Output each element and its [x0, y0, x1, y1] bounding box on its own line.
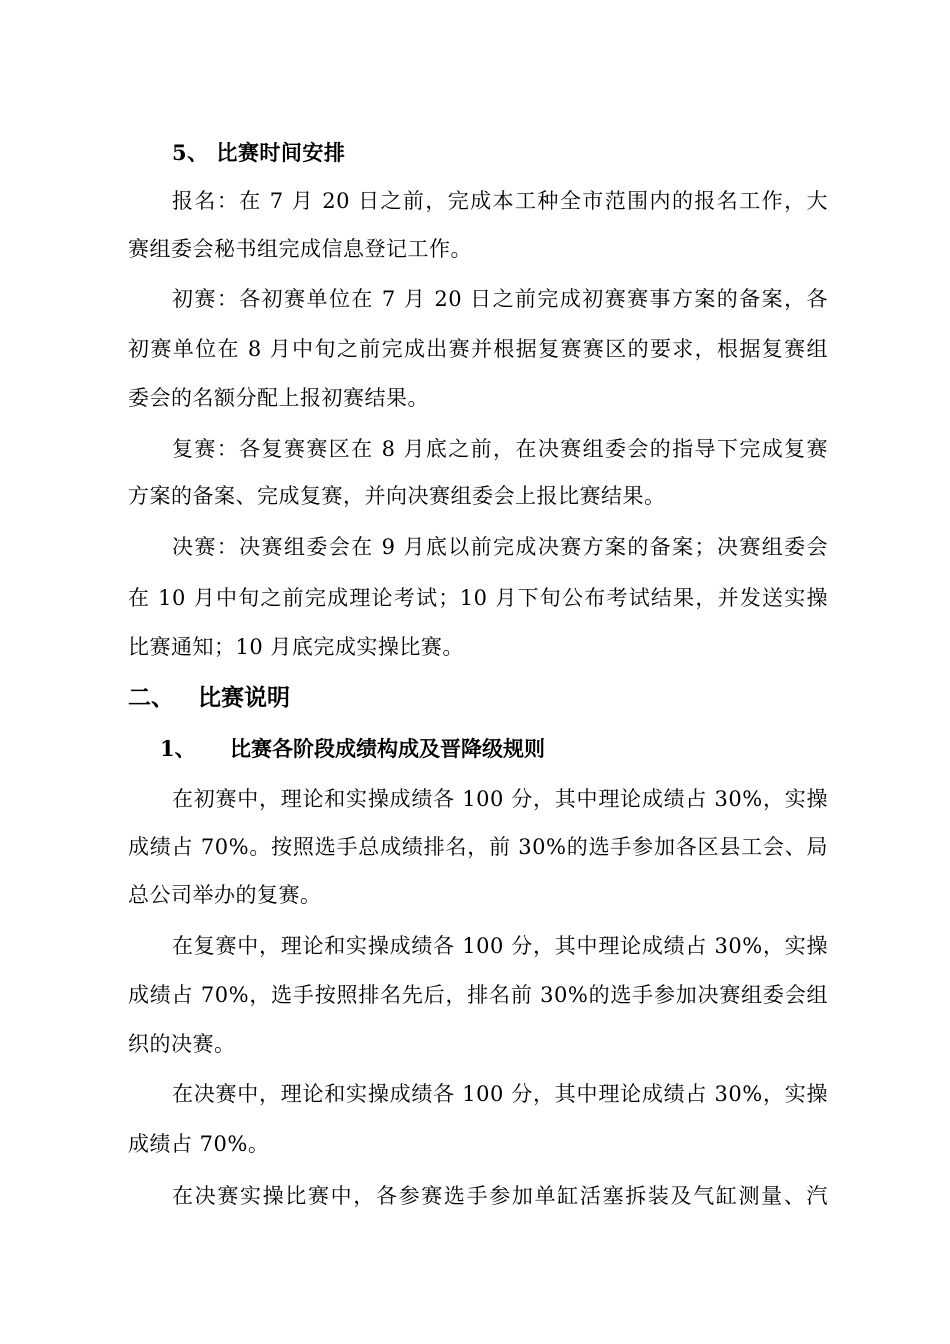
section-2-number: 二、	[128, 684, 174, 711]
paragraph-line: 成绩占 70%，选手按照排名先后，排名前 30%的选手参加决赛组委会组	[128, 983, 828, 1007]
paragraph-line: 初赛：各初赛单位在 7 月 20 日之前完成初赛赛事方案的备案，各	[172, 287, 828, 311]
paragraph-line: 在 10 月中旬之前完成理论考试；10 月下旬公布考试结果，并发送实操	[128, 586, 828, 610]
subsection-1-title: 比赛各阶段成绩构成及晋降级规则	[230, 736, 545, 761]
section-2-heading	[128, 682, 290, 714]
paragraph-line: 在决赛实操比赛中，各参赛选手参加单缸活塞拆装及气缸测量、汽	[172, 1184, 828, 1208]
paragraph-line: 总公司举办的复赛。	[128, 883, 322, 907]
paragraph-line: 织的决赛。	[128, 1032, 236, 1056]
paragraph-line: 成绩占 70%。	[128, 1132, 270, 1156]
paragraph-line: 在初赛中，理论和实操成绩各 100 分，其中理论成绩占 30%，实操	[172, 787, 828, 811]
section-2-title: 比赛说明	[198, 684, 290, 711]
paragraph-line: 成绩占 70%。按照选手总成绩排名，前 30%的选手参加各区县工会、局	[128, 835, 828, 859]
section-5-heading: 5、 比赛时间安排	[172, 140, 346, 165]
paragraph-line: 报名：在 7 月 20 日之前，完成本工种全市范围内的报名工作，大	[172, 189, 828, 213]
subsection-1-number: 1、	[160, 736, 196, 761]
paragraph-line: 方案的备案、完成复赛，并向决赛组委会上报比赛结果。	[128, 484, 666, 508]
paragraph-line: 委会的名额分配上报初赛结果。	[128, 386, 429, 410]
subsection-1-heading	[160, 734, 545, 764]
paragraph-line: 初赛单位在 8 月中旬之前完成出赛并根据复赛赛区的要求，根据复赛组	[128, 337, 828, 361]
paragraph-line: 在决赛中，理论和实操成绩各 100 分，其中理论成绩占 30%，实操	[172, 1082, 828, 1106]
paragraph-line: 决赛：决赛组委会在 9 月底以前完成决赛方案的备案；决赛组委会	[172, 535, 828, 559]
paragraph-line: 比赛通知；10 月底完成实操比赛。	[128, 635, 464, 659]
paragraph-line: 赛组委会秘书组完成信息登记工作。	[128, 237, 472, 261]
paragraph-line: 在复赛中，理论和实操成绩各 100 分，其中理论成绩占 30%，实操	[172, 934, 828, 958]
paragraph-line: 复赛：各复赛赛区在 8 月底之前，在决赛组委会的指导下完成复赛	[172, 437, 828, 461]
